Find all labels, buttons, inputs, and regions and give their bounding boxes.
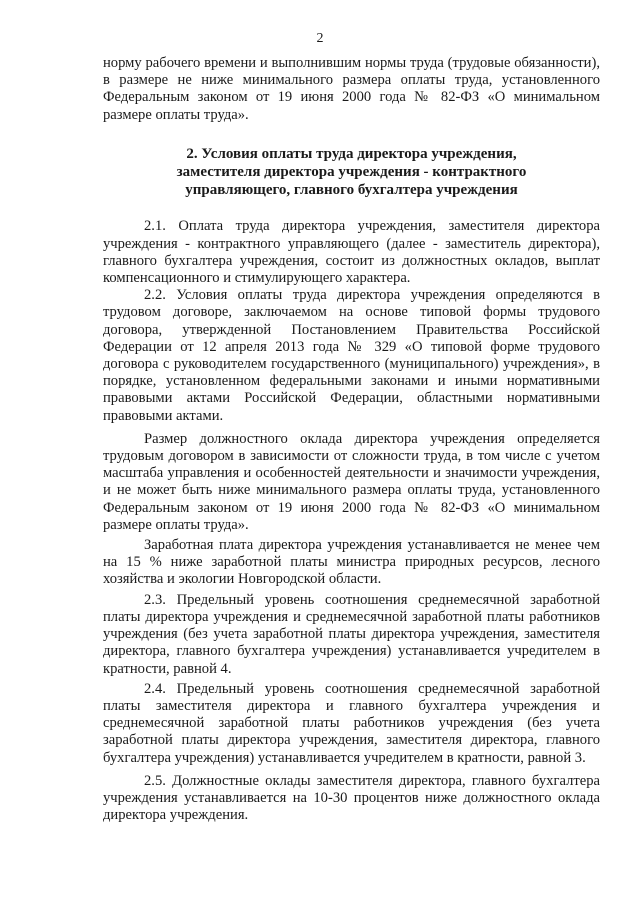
paragraph-director-salary-size: Размер должностного оклада директора учреждения определяется трудовым договором в зависимости от сложности труда, в том числе с учетом масштаба управления и особенностей деятельности и значимости учреждения, и не может быть ниже минимального размера оплаты труда, установленного Федеральным законом от 19 июня 2000 года № 82-ФЗ «О минимальном размере оплаты труда». <box>103 430 600 533</box>
paragraph-2-3: 2.3. Предельный уровень соотношения среднемесячной заработной платы директора учреждения и среднемесячной заработной платы работников учреждения (без учета заработной платы директора учреждения, заместителя директора, главного бухгалтера учреждения) устанавливается учредителем в кратности, равной 4. <box>103 591 600 677</box>
page-number: 2 <box>316 31 324 46</box>
section-heading-line: 2. Условия оплаты труда директора учреждения, <box>186 145 517 162</box>
section-heading-line: заместителя директора учреждения - контрактного <box>176 164 527 181</box>
section-heading <box>103 145 600 200</box>
document-body <box>103 55 600 824</box>
paragraph-2-2: 2.2. Условия оплаты труда директора учреждения определяются в трудовом договоре, заключаемом на основе типовой формы трудового договора, утвержденной Постановлением Правительства Российской Федерации от 12 апреля 2013 года № 329 «О типовой форме трудового договора с руководителем государственного (муниципального) учреждения», в порядке, установленном федеральными законами и иными нормативными правовыми актами Российской Федерации, областными нормативными правовыми актами. <box>103 287 600 424</box>
paragraph-director-wage-limit: Заработная плата директора учреждения устанавливается не менее чем на 15 % ниже заработной платы министра природных ресурсов, лесного хозяйства и экологии Новгородской области. <box>103 537 600 588</box>
paragraph-2-4: 2.4. Предельный уровень соотношения среднемесячной заработной платы заместителя директора и главного бухгалтера учреждения и среднемесячной заработной платы работников учреждения (без учета заработной платы директора учреждения, заместителя директора, главного бухгалтера учреждения) устанавливается учредителем в кратности, равной 3. <box>103 680 600 766</box>
paragraph-2-5: 2.5. Должностные оклады заместителя директора, главного бухгалтера учреждения устанавливается на 10-30 процентов ниже должностного оклада директора учреждения. <box>103 772 600 824</box>
intro-paragraph: норму рабочего времени и выполнившим нормы труда (трудовые обязанности), в размере не ниже минимального размера оплаты труда, установленного Федеральным законом от 19 июня 2000 года № 82-ФЗ «О минимальном размере оплаты труда». <box>103 55 600 123</box>
section-heading-line: управляющего, главного бухгалтера учреждения <box>185 182 518 199</box>
paragraph-2-1: 2.1. Оплата труда директора учреждения, заместителя директора учреждения - контрактного управляющего (далее - заместитель директора), главного бухгалтера учреждения, состоит из должностных окладов, выплат компенсационного и стимулирующего характера. <box>103 218 600 287</box>
